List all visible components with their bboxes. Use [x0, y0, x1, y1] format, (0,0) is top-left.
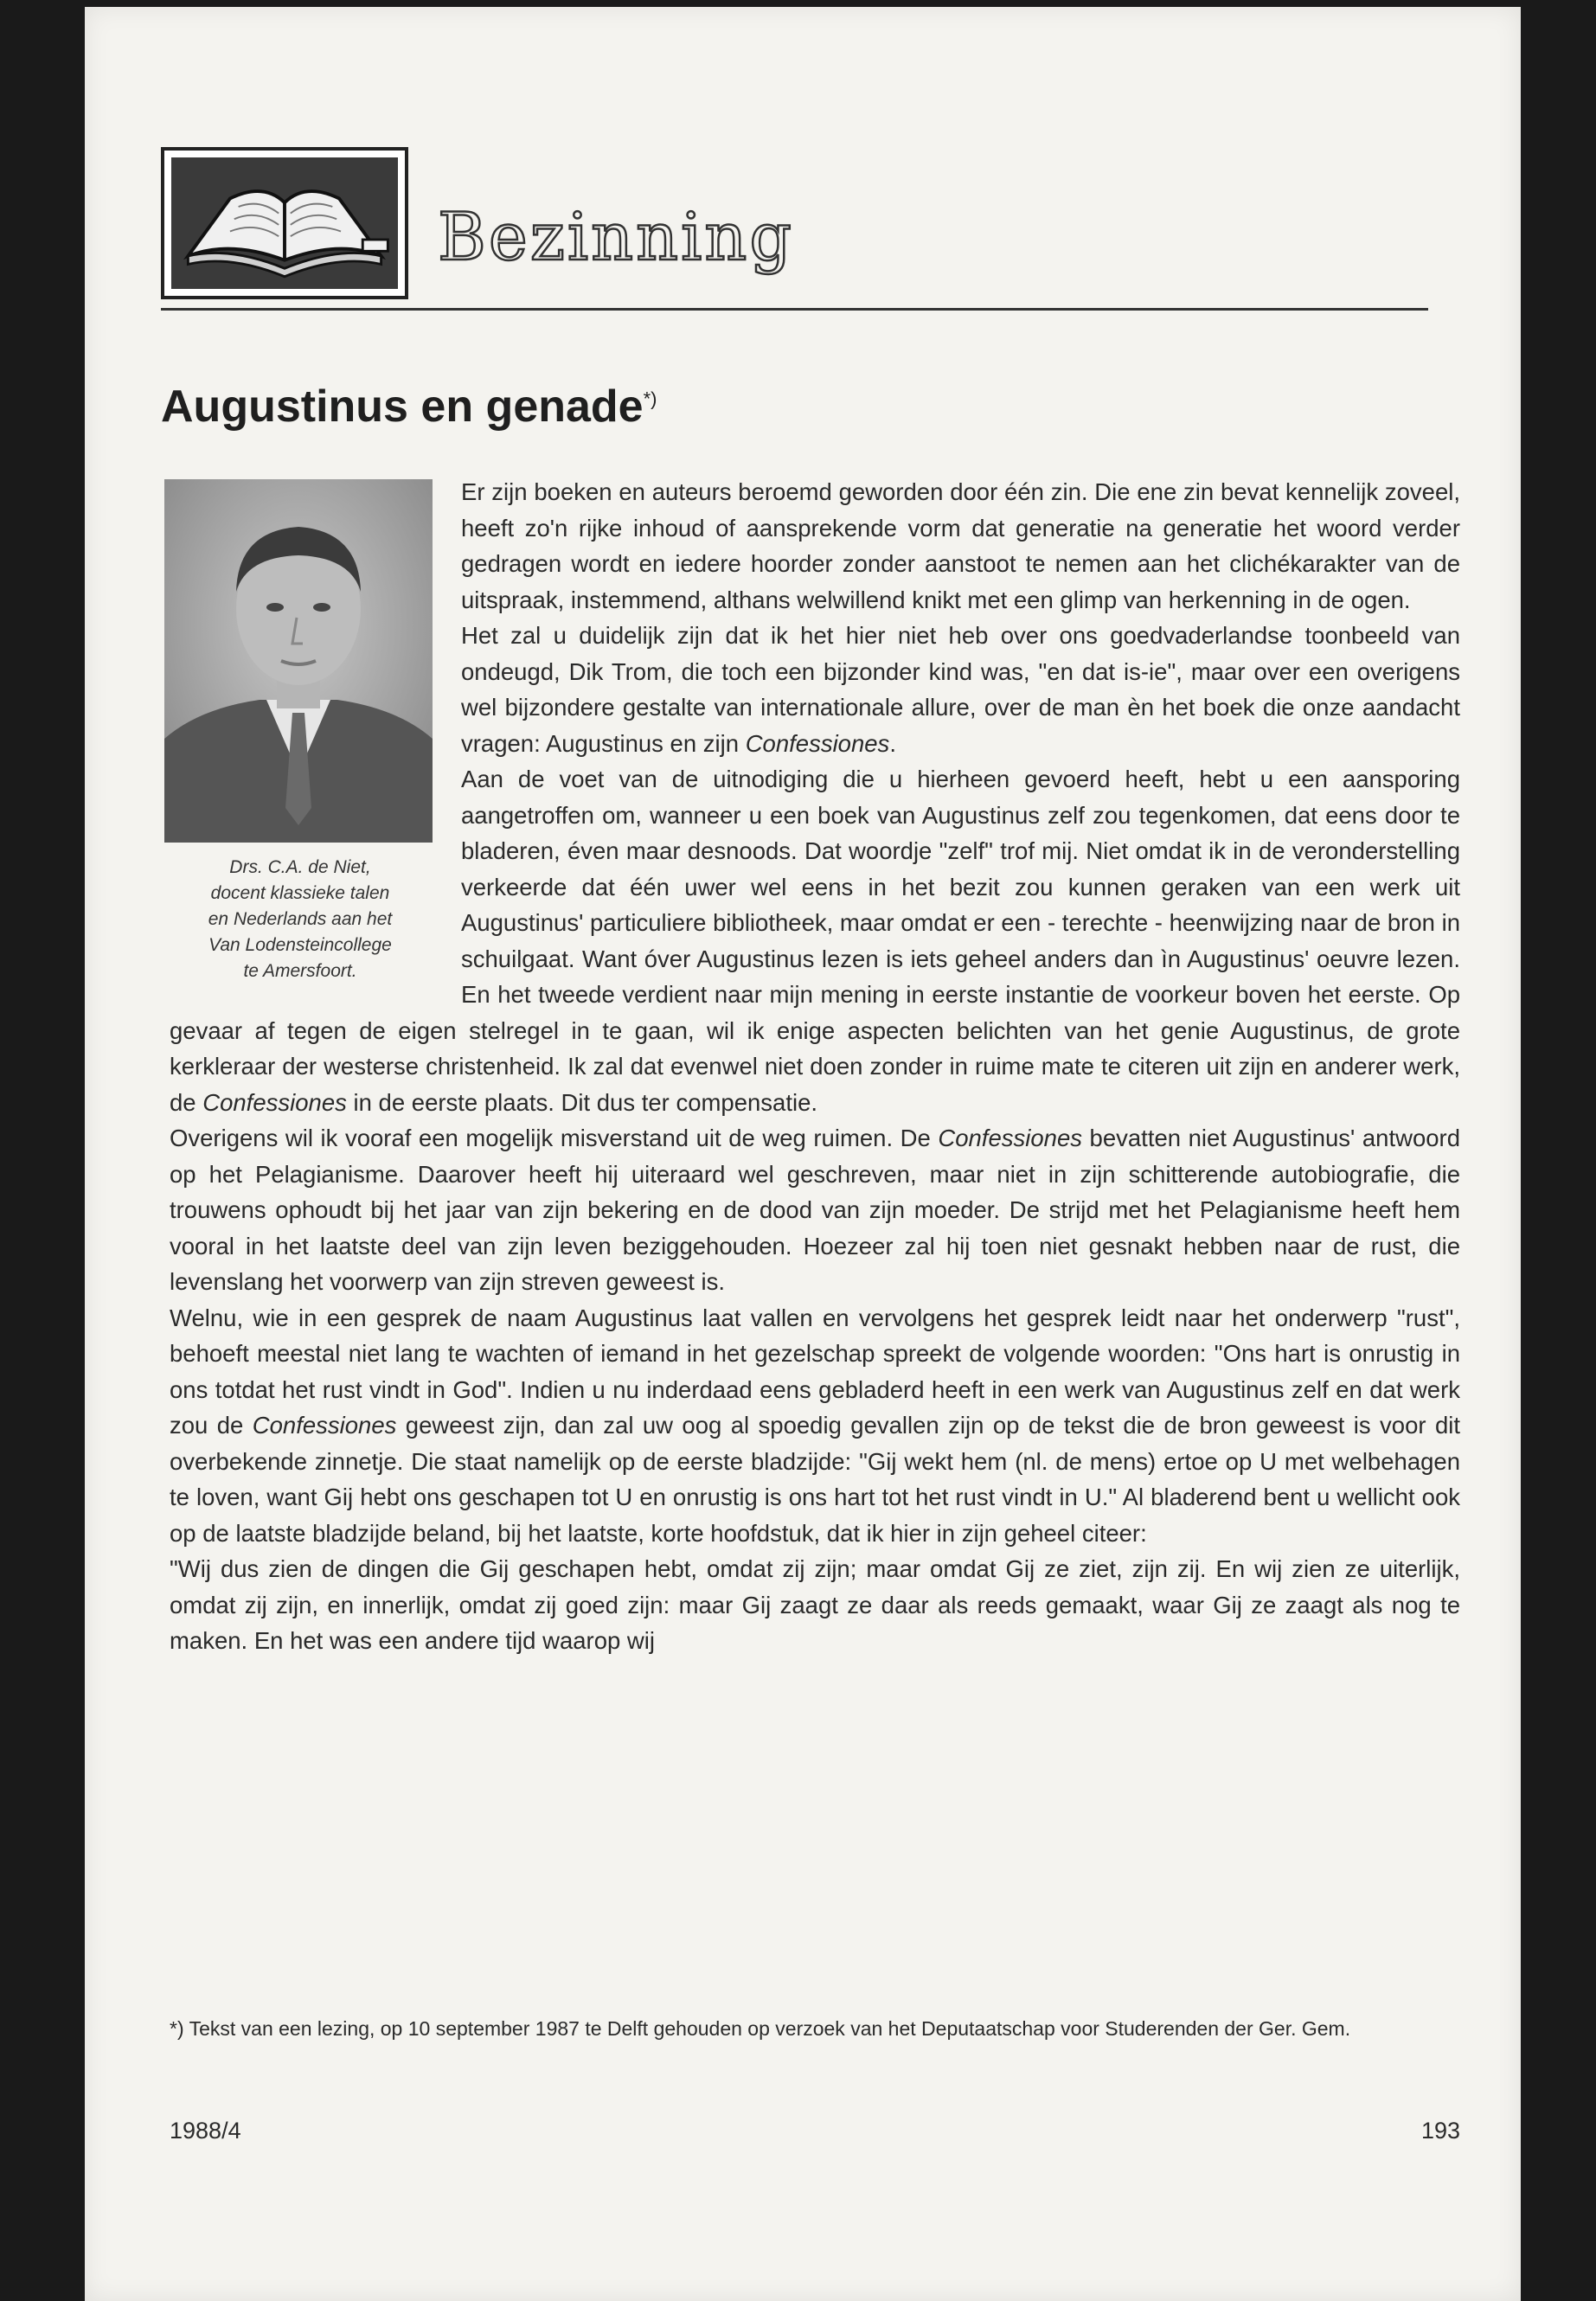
issue-number: 1988/4	[170, 2118, 241, 2144]
paragraph: "Wij dus zien de dingen die Gij geschapen hebt, omdat zij zijn; maar omdat Gij ze ziet, zijn zij. En wij zien ze uiterlijk, omdat zij zijn, en innerlijk, omdat zij goed zijn: maar Gij zaagt ze daar als reeds gemaakt, waar Gij ze zaagt als nog te maken. En het was een andere tijd waarop wij	[170, 1555, 1460, 1654]
caption-line: docent klassieke talen	[210, 883, 390, 903]
caption-line: Drs. C.A. de Niet,	[229, 857, 371, 877]
footnote: *) Tekst van een lezing, op 10 september 1987 te Delft gehouden op verzoek van het Deputaatschap voor Studerenden der Ger. Gem.	[170, 2017, 1351, 2040]
article-body	[170, 474, 1460, 1659]
book-title: Confessiones	[202, 1088, 347, 1116]
paragraph-text: geweest zijn, dan zal uw oog al spoedig gevallen zijn op de tekst die de bron geweest is voor dit overbekende zinnetje. Die staat namelijk op de eerste bladzijde: "Gij wekt hem (nl. de mens) ertoe op U met welbehagen te loven, want Gij hebt ons geschapen tot U en onrustig is ons hart tot het rust vindt in U." Al bladerend bent u wellicht ook op de laatste bladzijde beland, bij het laatste, korte hoofdstuk, dat ik hier in zijn geheel citeer:	[170, 1412, 1460, 1547]
article-title-text: Augustinus en genade	[161, 381, 644, 432]
document-page	[85, 7, 1521, 2301]
paragraph-text: Overigens wil ik vooraf een mogelijk misverstand uit de weg ruimen. De	[170, 1125, 939, 1151]
page-number: 193	[1420, 2118, 1460, 2144]
section-title: Bezinning	[438, 198, 794, 275]
open-book-icon	[171, 157, 398, 289]
paragraph	[170, 1120, 1460, 1300]
article-title	[161, 381, 657, 432]
paragraph-text: Aan de voet van de uitnodiging die u hierheen gevoerd heeft, hebt u een aansporing aangetroffen om, wanneer u een boek van Augustinus zelf zou tegenkomen, dat eens door te bladeren, éven maar desnoods. Dat woordje "zelf" trof mij. Niet omdat ik in de veronderstelling verkeerde dat één uwer wel eens in het bezit zou kunnen geraken van een werk uit Augustinus' particuliere bibliotheek, maar omdat er een - terechte - heenwijzing naar de bron in schuilgaat. Want óver Augustinus lezen is iets geheel anders dan ìn Augustinus' oeuvre lezen. En het tweede verdient naar mijn mening in eerste instantie de voorkeur boven het eerste. Op gevaar af tegen de eigen stelregel in te gaan, wil ik enige aspecten belichten van het genie Augustinus, de grote kerkleraar der westerse christenheid. Ik zal dat evenwel niet doen zonder in ruime mate te citeren uit zijn en anderer werk, de	[170, 766, 1460, 1116]
paragraph	[170, 1300, 1460, 1552]
photo-spacer	[170, 474, 461, 1012]
caption-line: te Amersfoort.	[243, 961, 357, 981]
paragraph-text: in de eerste plaats. Dit dus ter compensatie.	[346, 1088, 818, 1116]
paragraph-text: Welnu, wie in een gesprek de naam Augustinus laat vallen en vervolgens het gesprek leidt naar het onderwerp "rust", behoeft meestal niet lang te wachten of iemand in het gezelschap spreekt de volgende woorden: "Ons hart is onrustig in ons totdat het rust vindt in God". Indien u nu inderdaad eens gebladerd heeft in een werk van Augustinus zelf en dat werk zou de	[170, 1304, 1460, 1439]
paragraph-text: bevatten niet Augustinus' antwoord op het Pelagianisme. Daarover heeft hij uiteraard wel geschreven, maar niet in zijn schitterende autobiografie, die trouwens ophoudt bij het jaar van zijn bekering en de dood van zijn moeder. De strijd met het Pelagianisme heeft hem vooral in het laatste deel van zijn leven beziggehouden. Hoezeer zal hij toen niet gesnakt hebben naar de rust, die levenslang het voorwerp van zijn streven geweest is.	[170, 1125, 1460, 1295]
caption-line: Van Lodensteincollege	[208, 935, 392, 955]
book-title: Confessiones	[252, 1412, 397, 1439]
footnote-marker: *)	[643, 388, 657, 410]
book-title: Confessiones	[938, 1125, 1082, 1151]
header-rule	[161, 308, 1428, 311]
section-logo	[161, 147, 408, 299]
paragraph: Er zijn boeken en auteurs beroemd geworden door één zin. Die ene zin bevat kennelijk zoveel, heeft zo'n rijke inhoud of aansprekende vorm dat generatie na generatie het woord verder gedragen wordt en iedere hoorder zonder aanstoot te nemen aan het clichékarakter van de uitspraak, instemmend, althans welwillend knikt met een glimp van herkenning in de ogen.	[461, 478, 1460, 613]
paragraph-text: Het zal u duidelijk zijn dat ik het hier niet heb over ons goedvaderlandse toonbeeld van ondeugd, Dik Trom, die toch een bijzonder kind was, "en dat is-ie", maar over een overigens wel bijzondere gestalte van internationale allure, over de man èn het boek die onze aandacht vragen: Augustinus en zijn	[461, 622, 1460, 757]
caption-line: en Nederlands aan het	[208, 909, 393, 929]
book-title: Confessiones	[745, 729, 890, 757]
paragraph-text: .	[889, 729, 896, 757]
